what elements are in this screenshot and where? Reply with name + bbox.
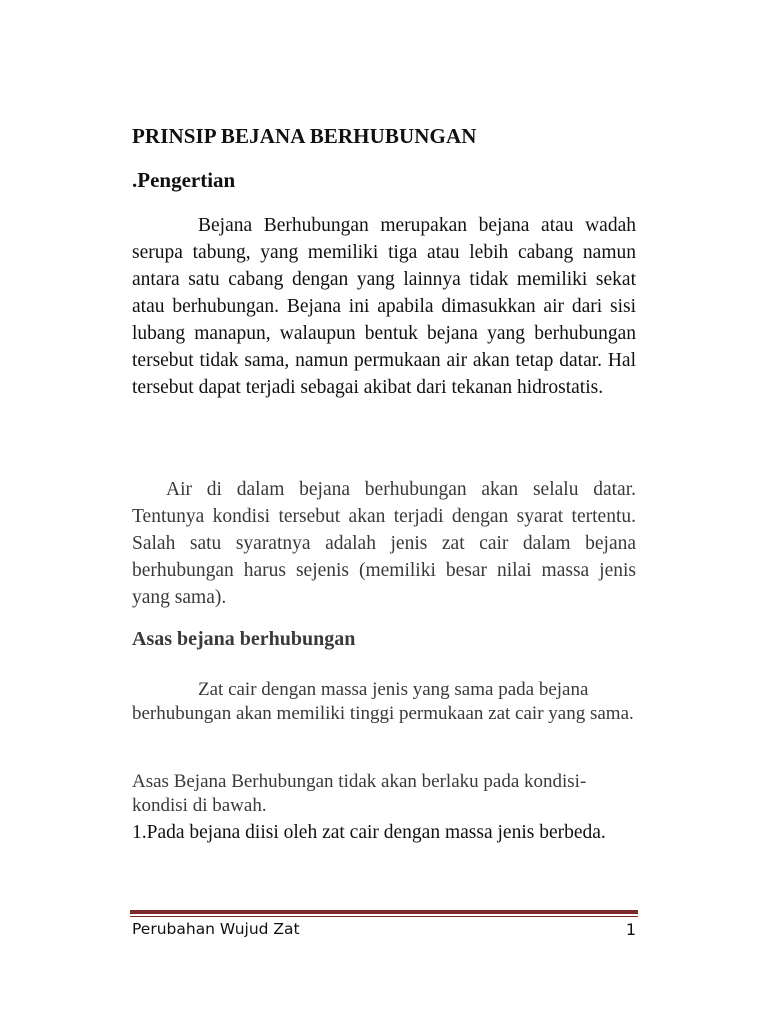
paragraph-exceptions-intro: Asas Bejana Berhubungan tidak akan berlaku pada kondisi-kondisi di bawah. [132,771,587,816]
section-heading-asas: Asas bejana berhubungan [132,628,356,650]
document-title: PRINSIP BEJANA BERHUBUNGAN [132,124,477,148]
paragraph-condition: Air di dalam bejana berhubungan akan selalu datar. Tentunya kondisi tersebut akan terjadi dengan syarat tertentu. Salah satu syaratnya adalah jenis zat cair dalam bejana berhubungan harus sejenis (memiliki besar nilai massa jenis yang sama). [132,479,636,608]
paragraph-asas: Zat cair dengan massa jenis yang sama pada bejana berhubungan akan memiliki tinggi permukaan zat cair yang sama. [132,679,634,724]
paragraph-definition: Bejana Berhubungan merupakan bejana atau wadah serupa tabung, yang memiliki tiga atau lebih cabang namun antara satu cabang dengan yang lainnya tidak memiliki sekat atau berhubungan. Bejana ini apabila dimasukkan air dari sisi lubang manapun, walaupun bentuk bejana yang berhubungan tersebut tidak sama, namun permukaan air akan tetap datar. Hal tersebut dapat terjadi sebagai akibat dari tekanan hidrostatis. [132,215,636,398]
section-label: .Pengertian [132,168,236,192]
footer-chapter-title: Perubahan Wujud Zat [132,920,300,938]
footer-rule-thick [130,910,638,914]
footer-rule-thin [130,916,638,917]
list-item-exception-1: 1.Pada bejana diisi oleh zat cair dengan massa jenis berbeda. [132,822,606,843]
footer-page-number: 1 [625,920,636,939]
